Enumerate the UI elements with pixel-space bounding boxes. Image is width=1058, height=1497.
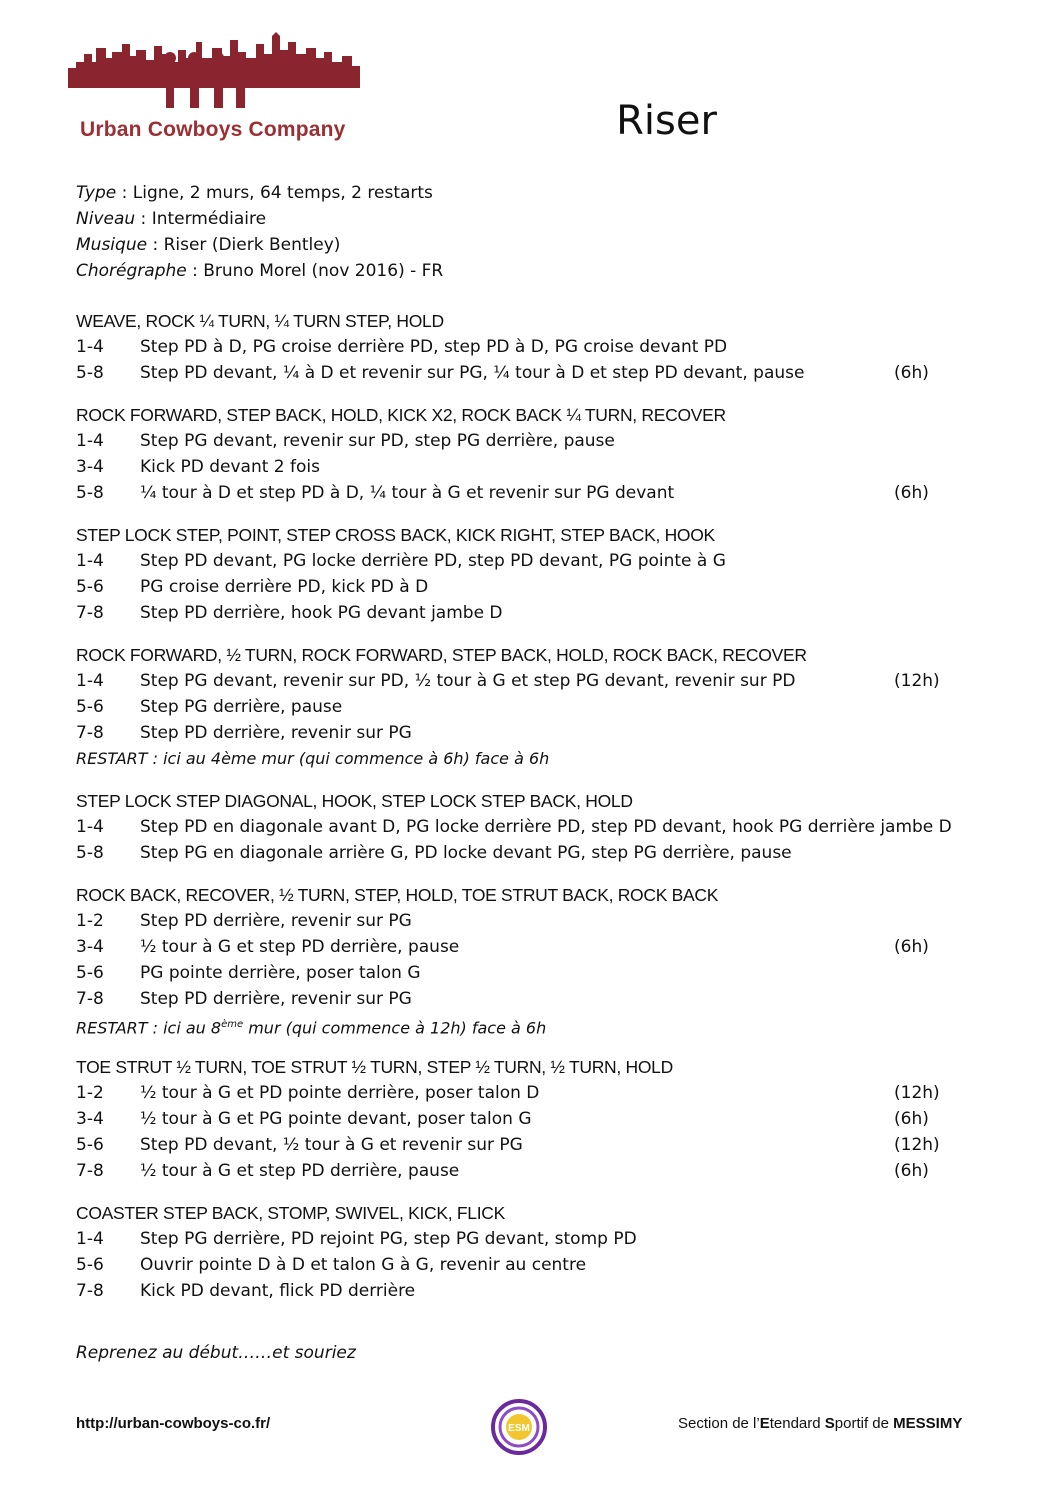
step-wall: (6h) xyxy=(894,483,929,503)
step-row xyxy=(76,480,976,506)
step-count: 1-4 xyxy=(76,671,104,691)
meta-row xyxy=(76,206,443,232)
step-description: ½ tour à G et step PD derrière, pause xyxy=(140,1161,460,1181)
step-description: ½ tour à G et PD pointe derrière, poser talon D xyxy=(140,1083,540,1103)
section-title: COASTER STEP BACK, STOMP, SWIVEL, KICK, FLICK xyxy=(76,1203,505,1223)
esm-badge-icon xyxy=(490,1398,548,1456)
step-description: Step PD devant, PG locke derrière PD, step PD devant, PG pointe à G xyxy=(140,551,726,571)
section-title: ROCK FORWARD, STEP BACK, HOLD, KICK X2, ROCK BACK ¼ TURN, RECOVER xyxy=(76,405,726,425)
step-row xyxy=(76,840,976,866)
step-count: 1-2 xyxy=(76,911,104,931)
footer-club-text: Section de l’ xyxy=(678,1415,760,1432)
step-description: Step PG derrière, PD rejoint PG, step PG devant, stomp PD xyxy=(140,1229,637,1249)
step-wall: (12h) xyxy=(894,1083,940,1103)
step-description: ¼ tour à D et step PD à D, ¼ tour à G et revenir sur PG devant xyxy=(140,483,675,503)
company-name: Urban Cowboys Company xyxy=(80,118,346,141)
step-description: Step PD derrière, revenir sur PG xyxy=(140,989,412,1009)
step-sheet xyxy=(76,308,976,1320)
step-wall: (6h) xyxy=(894,1161,929,1181)
step-description: Step PD derrière, hook PG devant jambe D xyxy=(140,603,503,623)
step-row xyxy=(76,1158,976,1184)
step-row xyxy=(76,334,976,360)
footer-club-text: S xyxy=(824,1415,835,1432)
step-wall: (6h) xyxy=(894,1109,929,1129)
step-wall: (6h) xyxy=(894,363,929,383)
section-title: WEAVE, ROCK ¼ TURN, ¼ TURN STEP, HOLD xyxy=(76,311,444,331)
step-row xyxy=(76,720,976,746)
meta-value: : Bruno Morel (nov 2016) - FR xyxy=(186,261,444,281)
footer-url[interactable]: http://urban-cowboys-co.fr/ xyxy=(76,1415,271,1432)
ordinal-suffix: ème xyxy=(221,1019,244,1030)
step-description: Step PG devant, revenir sur PD, ½ tour à G et step PG devant, revenir sur PD xyxy=(140,671,796,691)
step-wall: (12h) xyxy=(894,1135,940,1155)
step-description: Step PD en diagonale avant D, PG locke derrière PD, step PD devant, hook PG derrière jambe D xyxy=(140,817,952,837)
step-section xyxy=(76,788,976,866)
meta-value: : Riser (Dierk Bentley) xyxy=(147,235,341,255)
step-count: 3-4 xyxy=(76,457,104,477)
step-row xyxy=(76,668,976,694)
step-description: Step PG en diagonale arrière G, PD locke devant PG, step PG derrière, pause xyxy=(140,843,792,863)
step-description: Ouvrir pointe D à D et talon G à G, revenir au centre xyxy=(140,1255,587,1275)
footer-club-text: E xyxy=(759,1415,770,1432)
step-row xyxy=(76,1080,976,1106)
step-section xyxy=(76,308,976,386)
meta-value: : Intermédiaire xyxy=(135,209,267,229)
meta-row xyxy=(76,180,443,206)
step-description: PG croise derrière PD, kick PD à D xyxy=(140,577,429,597)
step-row xyxy=(76,694,976,720)
section-title: STEP LOCK STEP DIAGONAL, HOOK, STEP LOCK STEP BACK, HOLD xyxy=(76,791,633,811)
meta-label: Musique xyxy=(76,235,148,255)
step-row xyxy=(76,814,976,840)
step-count: 7-8 xyxy=(76,603,104,623)
step-row xyxy=(76,454,976,480)
step-section xyxy=(76,1200,976,1304)
step-description: Step PD derrière, revenir sur PG xyxy=(140,723,412,743)
step-section xyxy=(76,642,976,772)
step-row xyxy=(76,1252,976,1278)
step-count: 7-8 xyxy=(76,989,104,1009)
step-row xyxy=(76,1106,976,1132)
step-section xyxy=(76,522,976,626)
step-description: PG pointe derrière, poser talon G xyxy=(140,963,421,983)
step-wall: (12h) xyxy=(894,671,940,691)
meta-row xyxy=(76,232,443,258)
badge-text: ESM xyxy=(508,1423,530,1434)
step-count: 5-6 xyxy=(76,577,104,597)
step-count: 7-8 xyxy=(76,1161,104,1181)
step-description: Step PD devant, ½ tour à G et revenir sur PG xyxy=(140,1135,523,1155)
step-row xyxy=(76,1226,976,1252)
step-description: Kick PD devant, flick PD derrière xyxy=(140,1281,416,1301)
meta-row xyxy=(76,258,443,284)
step-row xyxy=(76,908,976,934)
step-row xyxy=(76,574,976,600)
section-title: ROCK FORWARD, ½ TURN, ROCK FORWARD, STEP BACK, HOLD, ROCK BACK, RECOVER xyxy=(76,645,807,665)
step-row xyxy=(76,934,976,960)
step-description: Kick PD devant 2 fois xyxy=(140,457,320,477)
step-count: 7-8 xyxy=(76,723,104,743)
dance-info xyxy=(76,180,443,284)
step-description: Step PG devant, revenir sur PD, step PG derrière, pause xyxy=(140,431,615,451)
restart-note: RESTART : ici au 8ème mur (qui commence à 12h) face à 6h xyxy=(76,1018,547,1038)
step-section xyxy=(76,402,976,506)
step-row xyxy=(76,986,976,1012)
step-wall: (6h) xyxy=(894,937,929,957)
section-title: ROCK BACK, RECOVER, ½ TURN, STEP, HOLD, TOE STRUT BACK, ROCK BACK xyxy=(76,885,719,905)
restart-note: RESTART : ici au 4ème mur (qui commence à 6h) face à 6h xyxy=(76,749,550,768)
step-count: 5-8 xyxy=(76,363,104,383)
closing-note: Reprenez au début……et souriez xyxy=(76,1343,356,1363)
step-count: 5-6 xyxy=(76,1255,104,1275)
step-row xyxy=(76,1132,976,1158)
step-count: 1-2 xyxy=(76,1083,104,1103)
step-description: Step PG derrière, pause xyxy=(140,697,343,717)
step-count: 5-6 xyxy=(76,697,104,717)
step-description: ½ tour à G et step PD derrière, pause xyxy=(140,937,460,957)
step-count: 1-4 xyxy=(76,551,104,571)
step-description: Step PD devant, ¼ à D et revenir sur PG, ¼ tour à D et step PD devant, pause xyxy=(140,363,805,383)
step-count: 1-4 xyxy=(76,337,104,357)
step-count: 5-8 xyxy=(76,843,104,863)
step-count: 1-4 xyxy=(76,817,104,837)
step-row xyxy=(76,548,976,574)
step-row xyxy=(76,1278,976,1304)
section-title: STEP LOCK STEP, POINT, STEP CROSS BACK, KICK RIGHT, STEP BACK, HOOK xyxy=(76,525,715,545)
step-description: ½ tour à G et PG pointe devant, poser talon G xyxy=(140,1109,532,1129)
step-count: 3-4 xyxy=(76,937,104,957)
step-count: 3-4 xyxy=(76,1109,104,1129)
step-count: 5-6 xyxy=(76,1135,104,1155)
footer-club-text: portif de xyxy=(834,1415,894,1432)
step-description: Step PD à D, PG croise derrière PD, step PD à D, PG croise devant PD xyxy=(140,337,728,357)
step-description: Step PD derrière, revenir sur PG xyxy=(140,911,412,931)
meta-label: Chorégraphe xyxy=(76,261,187,281)
step-row xyxy=(76,428,976,454)
footer-club-text: tendard xyxy=(769,1415,825,1432)
step-count: 5-8 xyxy=(76,483,104,503)
footer-club-text: MESSIMY xyxy=(893,1415,963,1432)
step-count: 1-4 xyxy=(76,431,104,451)
footer-club xyxy=(678,1415,962,1432)
meta-label: Niveau xyxy=(76,209,136,229)
step-row xyxy=(76,360,976,386)
meta-value: : Ligne, 2 murs, 64 temps, 2 restarts xyxy=(116,183,433,203)
step-section xyxy=(76,1054,976,1184)
step-count: 7-8 xyxy=(76,1281,104,1301)
step-section xyxy=(76,882,976,1038)
meta-label: Type xyxy=(76,183,117,203)
section-title: TOE STRUT ½ TURN, TOE STRUT ½ TURN, STEP ½ TURN, ½ TURN, HOLD xyxy=(76,1057,673,1077)
step-row xyxy=(76,960,976,986)
step-count: 1-4 xyxy=(76,1229,104,1249)
dance-title: Riser xyxy=(616,98,717,144)
step-row xyxy=(76,600,976,626)
step-count: 5-6 xyxy=(76,963,104,983)
